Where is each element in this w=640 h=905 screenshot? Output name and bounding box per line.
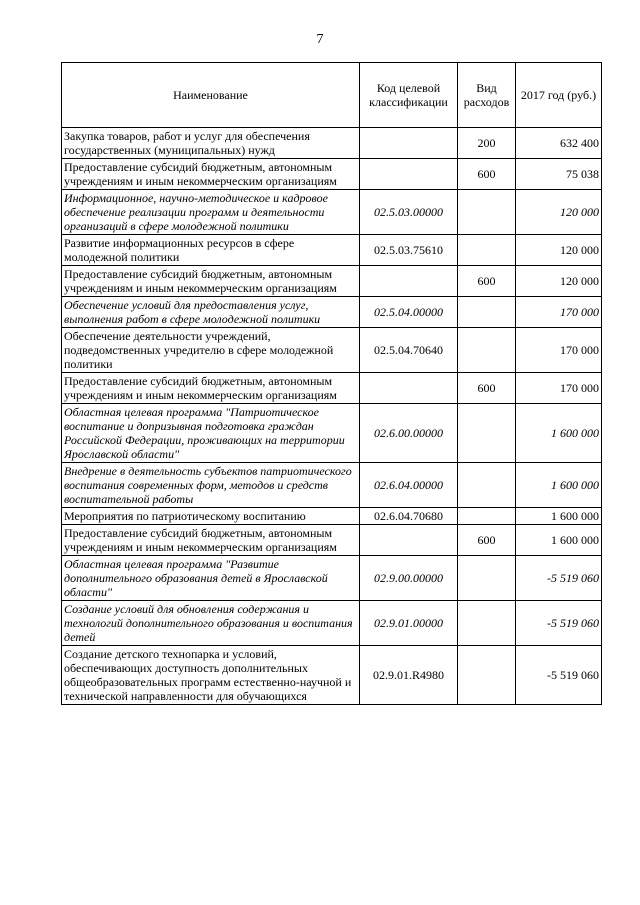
cell-name: Информационное, научно-методическое и кадровое обеспечение реализации программ и деятельности организаций в сфере молодежной политики [62, 190, 360, 235]
table-row [62, 646, 602, 705]
cell-type: 600 [458, 373, 516, 404]
cell-name: Предоставление субсидий бюджетным, автономным учреждениям и иным некоммерческим организациям [62, 525, 360, 556]
cell-type: 600 [458, 525, 516, 556]
cell-amount: 1 600 000 [516, 404, 602, 463]
cell-code: 02.5.03.75610 [360, 235, 458, 266]
cell-amount: 632 400 [516, 128, 602, 159]
cell-amount: 1 600 000 [516, 508, 602, 525]
cell-name: Создание условий для обновления содержания и технологий дополнительного образования и воспитания детей [62, 601, 360, 646]
cell-amount: 1 600 000 [516, 463, 602, 508]
cell-amount: 120 000 [516, 235, 602, 266]
cell-name: Обеспечение деятельности учреждений, подведомственных учредителю в сфере молодежной политики [62, 328, 360, 373]
header-name: Наименование [62, 63, 360, 128]
cell-name: Развитие информационных ресурсов в сфере молодежной политики [62, 235, 360, 266]
cell-type [458, 235, 516, 266]
cell-amount: -5 519 060 [516, 556, 602, 601]
table-header-row [62, 63, 602, 128]
cell-amount: 170 000 [516, 373, 602, 404]
cell-type [458, 601, 516, 646]
cell-code [360, 159, 458, 190]
table-row [62, 190, 602, 235]
cell-code: 02.9.01.R4980 [360, 646, 458, 705]
cell-type [458, 297, 516, 328]
table-row [62, 508, 602, 525]
cell-name: Предоставление субсидий бюджетным, автономным учреждениям и иным некоммерческим организациям [62, 159, 360, 190]
cell-name: Закупка товаров, работ и услуг для обеспечения государственных (муниципальных) нужд [62, 128, 360, 159]
cell-name: Областная целевая программа "Патриотическое воспитание и допризывная подготовка граждан Российской Федерации, проживающих на территории Ярославской области" [62, 404, 360, 463]
page-number: 7 [316, 32, 324, 47]
cell-type: 600 [458, 159, 516, 190]
cell-code: 02.9.01.00000 [360, 601, 458, 646]
table-row [62, 128, 602, 159]
cell-type: 600 [458, 266, 516, 297]
header-code: Код целевой классификации [360, 63, 458, 128]
cell-code [360, 373, 458, 404]
cell-type [458, 404, 516, 463]
table-row [62, 463, 602, 508]
cell-name: Областная целевая программа "Развитие дополнительного образования детей в Ярославской области" [62, 556, 360, 601]
cell-amount: 120 000 [516, 190, 602, 235]
cell-type [458, 556, 516, 601]
cell-type [458, 328, 516, 373]
cell-code: 02.5.04.00000 [360, 297, 458, 328]
table-row [62, 601, 602, 646]
table-body [62, 128, 602, 705]
cell-code: 02.5.03.00000 [360, 190, 458, 235]
table-row [62, 525, 602, 556]
table-row [62, 297, 602, 328]
cell-amount: 170 000 [516, 328, 602, 373]
cell-code: 02.6.04.00000 [360, 463, 458, 508]
cell-type [458, 508, 516, 525]
cell-type [458, 190, 516, 235]
cell-amount: -5 519 060 [516, 646, 602, 705]
cell-type [458, 463, 516, 508]
cell-amount: -5 519 060 [516, 601, 602, 646]
cell-name: Предоставление субсидий бюджетным, автономным учреждениям и иным некоммерческим организациям [62, 373, 360, 404]
budget-table [61, 62, 602, 705]
cell-code [360, 266, 458, 297]
table-row [62, 235, 602, 266]
table-row [62, 266, 602, 297]
cell-name: Мероприятия по патриотическому воспитанию [62, 508, 360, 525]
cell-code: 02.5.04.70640 [360, 328, 458, 373]
table-row [62, 373, 602, 404]
header-amount: 2017 год (руб.) [516, 63, 602, 128]
cell-name: Обеспечение условий для предоставления услуг, выполнения работ в сфере молодежной политики [62, 297, 360, 328]
table-row [62, 328, 602, 373]
cell-code: 02.6.04.70680 [360, 508, 458, 525]
cell-name: Внедрение в деятельность субъектов патриотического воспитания современных форм, методов и средств воспитательной работы [62, 463, 360, 508]
cell-code: 02.6.00.00000 [360, 404, 458, 463]
cell-code [360, 525, 458, 556]
cell-code: 02.9.00.00000 [360, 556, 458, 601]
cell-amount: 1 600 000 [516, 525, 602, 556]
cell-amount: 120 000 [516, 266, 602, 297]
cell-name: Создание детского технопарка и условий, обеспечивающих доступность дополнительных общеобразовательных программ естественно-научной и технической направленности для обучающихся [62, 646, 360, 705]
cell-code [360, 128, 458, 159]
table-row [62, 556, 602, 601]
cell-name: Предоставление субсидий бюджетным, автономным учреждениям и иным некоммерческим организациям [62, 266, 360, 297]
cell-type [458, 646, 516, 705]
cell-amount: 170 000 [516, 297, 602, 328]
header-expense-type: Вид расходов [458, 63, 516, 128]
table-row [62, 404, 602, 463]
table-row [62, 159, 602, 190]
cell-type: 200 [458, 128, 516, 159]
cell-amount: 75 038 [516, 159, 602, 190]
